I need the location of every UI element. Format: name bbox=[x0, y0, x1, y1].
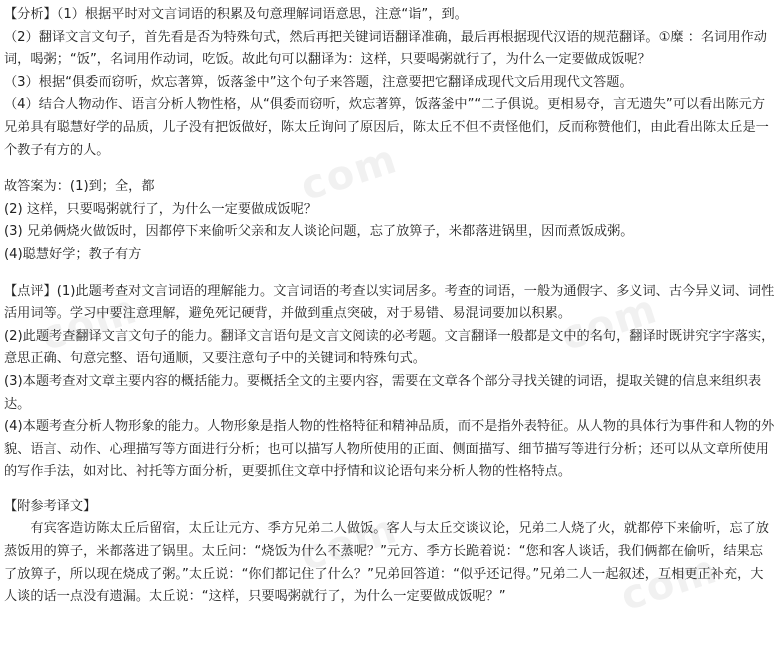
analysis-line-1: 【分析】（1）根据平时对文言词语的积累及句意理解词语意思，注意“诣”，到。 bbox=[4, 7, 468, 22]
review-line-4: (4)本题考查分析人物形象的能力。人物形象是指人物的性格特征和精神品质，而不是指外表特征。从人物的具体行为事件和人物的外貌、语言、动作、心理描写等方面进行分析；也可以描写人物所使用的正面、侧面描写、细节描写等进行分析；还可以从文章所使用的写作手法，如对比、衬托等方面分析，更要抓住文章中抒情和议论语句来分析人物的性格特点。 bbox=[4, 419, 775, 480]
answer-line-4: (4)聪慧好学；教子有方 bbox=[4, 246, 142, 262]
watermark: com bbox=[555, 285, 664, 361]
translation-heading: 【附参考译文】 bbox=[4, 498, 97, 514]
watermark: com bbox=[295, 135, 404, 211]
analysis-heading: 【分析】 bbox=[4, 7, 57, 22]
translation-body: 有宾客造访陈太丘后留宿，太丘让元方、季方兄弟二人做饭。客人与太丘交谈议论，兄弟二人烧了火，就都停下来偷听，忘了放蒸饭用的箅子，米都落进了锅里。太丘问：“烧饭为什么不蒸呢？”元方、季方长跪着说：“您和客人谈话，我们俩都在偷听，结果忘了放箅子，所以现在烧成了粥。”太丘说：“你们都记住了什么？”兄弟回答道：“似乎还记得。”兄弟二人一起叙述，互相更正补充，大人谈的话一点没有遗漏。太丘说：“这样，只要喝粥就行了，为什么一定要做成饭呢？” bbox=[4, 521, 769, 605]
analysis-line-3: （3）根据“俱委而窃听，炊忘著箅，饭落釜中”这个句子来答题，注意要把它翻译成现代文后用现代文答题。 bbox=[4, 74, 633, 90]
answer-line-3: (3) 兄弟俩烧火做饭时，因都停下来偷听父亲和友人谈论问题，忘了放箅子，米都落进锅里，因而煮饭成粥。 bbox=[4, 224, 634, 240]
answer-heading: 故答案为：(1)到；全，都 bbox=[4, 179, 155, 195]
review-line-3: (3)本题考查对文章主要内容的概括能力。要概括全文的主要内容，需要在文章各个部分寻找关键的词语，提取关键的信息来组织表达。 bbox=[4, 373, 762, 412]
analysis-line-4: （4）结合人物动作、语言分析人物性格，从“俱委而窃听，炊忘著箅，饭落釜中”“二子俱说。更相易夺，言无遗失”可以看出陈元方兄弟具有聪慧好学的品质，儿子没有把饭做好，陈太丘询问了原因后，陈太丘不但不责怪他们，反而称赞他们，由此看出陈太丘是一个教子有方的人。 bbox=[4, 97, 769, 158]
watermark: com bbox=[35, 285, 144, 361]
analysis-line-2: （2）翻译文言文句子，首先看是否为特殊句式，然后再把关键词语翻译准确，最后再根据现代汉语的规范翻译。①糜 ：名词用作动词，喝粥；“饭”，名词用作动词，吃饭。故此句可以翻译为：这样，只要喝粥就行了，为什么一定要做成饭呢？ bbox=[4, 29, 767, 68]
watermark: com bbox=[615, 545, 724, 621]
review-line-1: 【点评】(1)此题考查对文言词语的理解能力。文言词语的考查以实词居多。考查的词语，一般为通假字、多义词、古今异义词、词性活用词等。学习中要注意理解，避免死记硬背，并做到重点突破，对于易错、易混词要加以积累。 bbox=[4, 283, 775, 322]
watermark: com bbox=[295, 505, 404, 581]
review-line-2: (2)此题考查翻译文言文句子的能力。翻译文言语句是文言文阅读的必考题。文言翻译一般都是文中的名句，翻译时既讲究字字落实，意思正确、句意完整、语句通顺，又要注意句子中的关键词和特殊句式。 bbox=[4, 328, 775, 367]
document-body bbox=[4, 4, 776, 609]
answer-line-2: (2) 这样，只要喝粥就行了，为什么一定要做成饭呢？ bbox=[4, 201, 317, 217]
